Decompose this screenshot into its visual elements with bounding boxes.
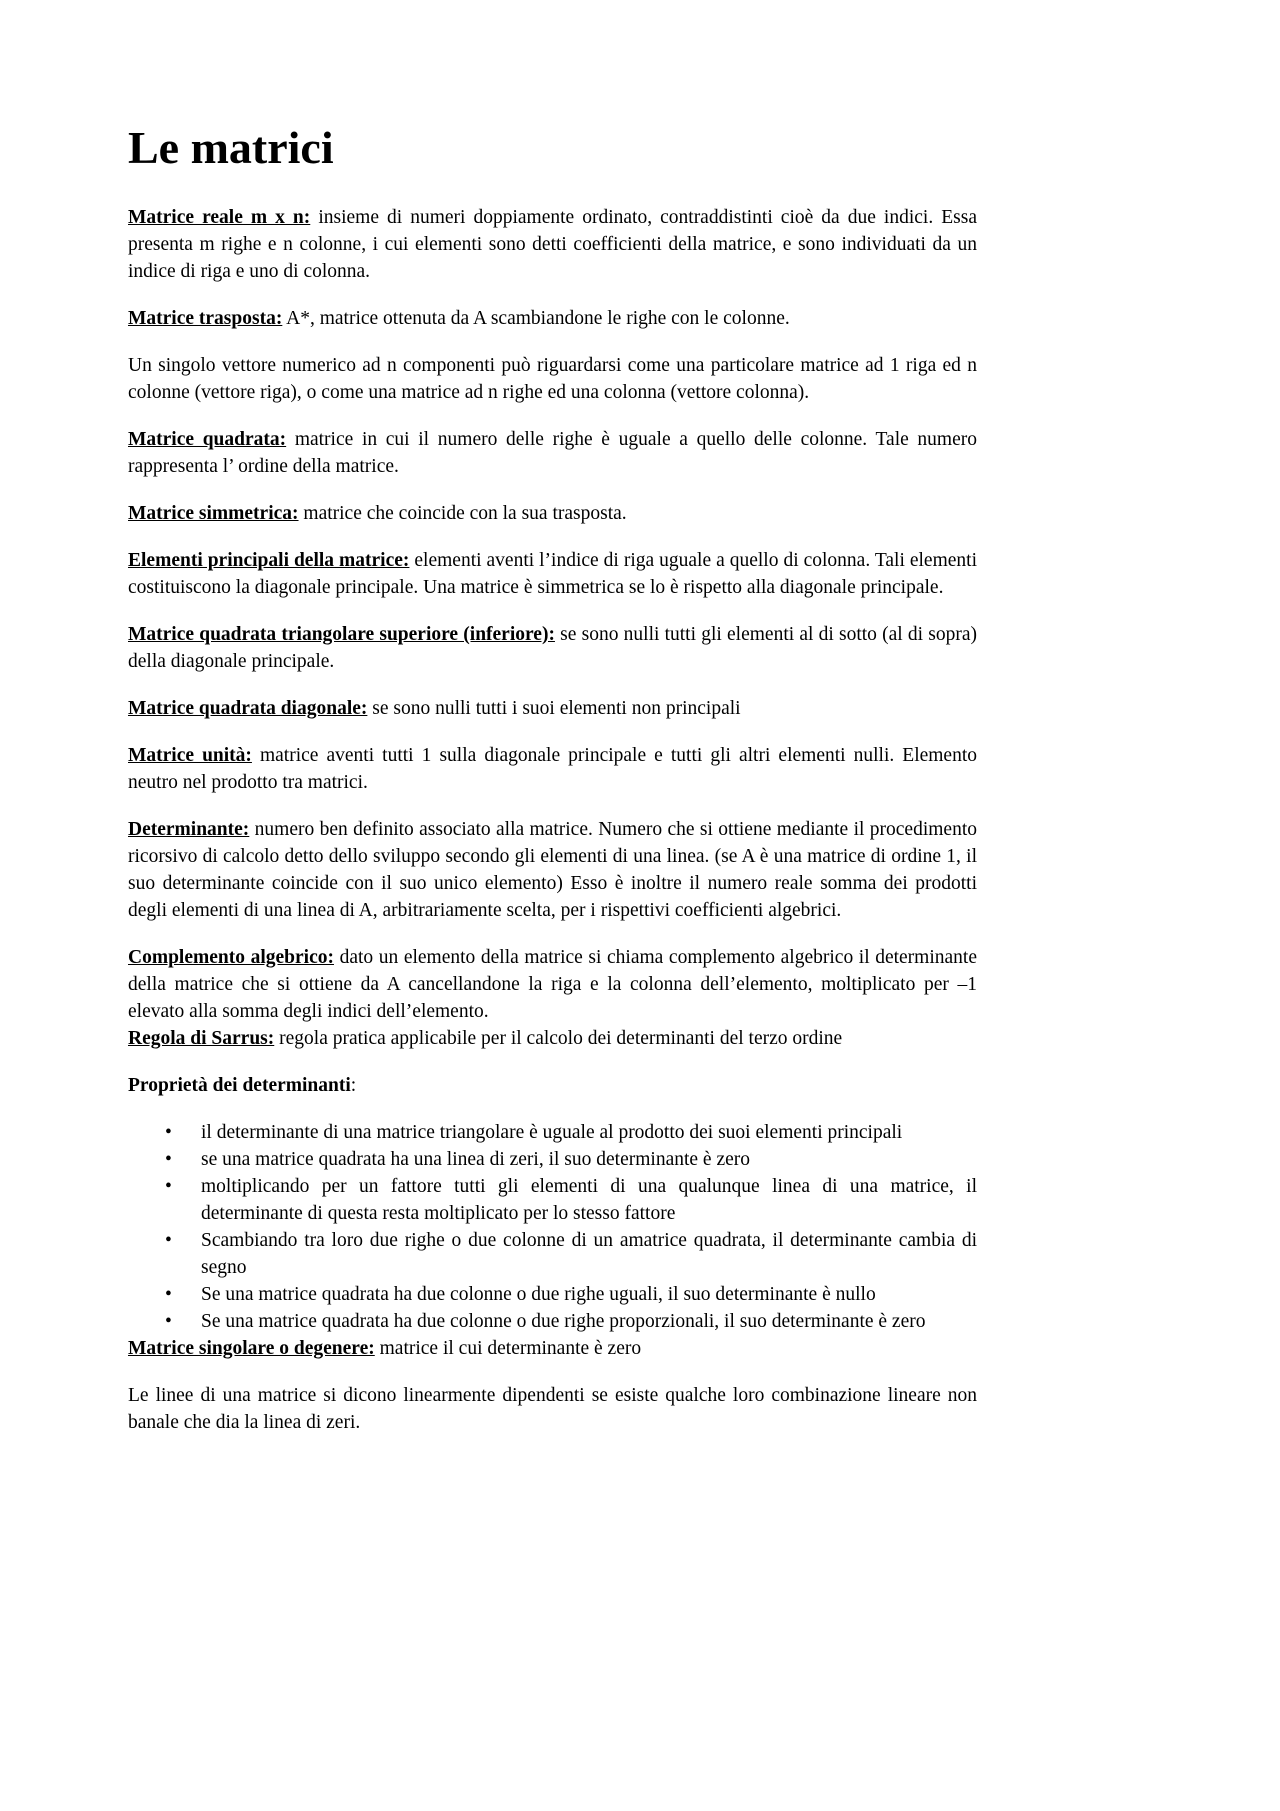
definition-term: Matrice quadrata diagonale: xyxy=(128,698,368,719)
list-item: • Se una matrice quadrata ha due colonne o due righe uguali, il suo determinante è nullo xyxy=(165,1281,977,1308)
definition-matrice-trasposta xyxy=(128,305,977,332)
definition-matrice-triangolare xyxy=(128,621,977,675)
definition-term: Matrice trasposta: xyxy=(128,308,283,329)
definition-term: Complemento algebrico: xyxy=(128,947,334,968)
definition-elementi-principali xyxy=(128,547,977,601)
definition-term: Matrice singolare o degenere: xyxy=(128,1338,375,1359)
list-item: • se una matrice quadrata ha una linea di zeri, il suo determinante è zero xyxy=(165,1146,977,1173)
definition-determinante xyxy=(128,816,977,924)
list-item: • moltiplicando per un fattore tutti gli elementi di una qualunque linea di una matrice, il determinante di questa resta moltiplicato per lo stesso fattore xyxy=(165,1173,977,1227)
paragraph-vettore-nota xyxy=(128,352,977,406)
definition-regola-di-sarrus xyxy=(128,1025,977,1052)
paragraph-linee-dipendenti xyxy=(128,1382,977,1436)
definition-matrice-quadrata xyxy=(128,426,977,480)
definition-matrice-diagonale xyxy=(128,695,977,722)
definition-matrice-singolare xyxy=(128,1335,977,1362)
definition-text: se sono nulli tutti gli elementi al di sotto (al di sopra) della diagonale principale. xyxy=(128,624,977,672)
definition-text: se sono nulli tutti i suoi elementi non principali xyxy=(372,698,741,719)
definition-term: Matrice unità: xyxy=(128,745,252,766)
definition-term: Determinante: xyxy=(128,819,250,840)
definition-text: dato un elemento della matrice si chiama complemento algebrico il determinante della matrice che si ottiene da A cancellandone la riga e la colonna dell’elemento, moltiplicato per –1 elevato alla somma degli indici dell’elemento. xyxy=(128,947,977,1022)
paragraph-text: Le linee di una matrice si dicono linearmente dipendenti se esiste qualche loro combinazione lineare non banale che dia la linea di zeri. xyxy=(128,1385,977,1433)
definition-text: matrice aventi tutti 1 sulla diagonale principale e tutti gli altri elementi nulli. Elemento neutro nel prodotto tra matrici. xyxy=(128,745,978,793)
definition-term: Matrice quadrata triangolare superiore (inferiore): xyxy=(128,624,555,645)
definition-complemento-algebrico xyxy=(128,944,977,1025)
definition-text: matrice in cui il numero delle righe è uguale a quello delle colonne. Tale numero rappresenta l’ ordine della matrice. xyxy=(128,429,977,477)
definition-term: Matrice quadrata: xyxy=(128,429,287,450)
section-heading-proprieta xyxy=(128,1072,977,1099)
definition-matrice-reale xyxy=(128,204,977,285)
definition-text: regola pratica applicabile per il calcolo dei determinanti del terzo ordine xyxy=(279,1028,843,1049)
definition-text: matrice che coincide con la sua trasposta. xyxy=(303,503,627,524)
definition-text: elementi aventi l’indice di riga uguale a quello di colonna. Tali elementi costituiscono la diagonale principale. Una matrice è simmetrica se lo è rispetto alla diagonale principale. xyxy=(128,550,977,598)
definition-matrice-unita xyxy=(128,742,977,796)
definition-text: matrice il cui determinante è zero xyxy=(379,1338,642,1359)
section-heading-colon: : xyxy=(350,1075,357,1096)
list-item: • Se una matrice quadrata ha due colonne o due righe proporzionali, il suo determinante è zero xyxy=(165,1308,977,1335)
definition-term: Regola di Sarrus: xyxy=(128,1028,275,1049)
paragraph-text: Un singolo vettore numerico ad n componenti può riguardarsi come una particolare matrice ad 1 riga ed n colonne (vettore riga), o come una matrice ad n righe ed una colonna (vettore colonna). xyxy=(128,355,977,403)
definition-matrice-simmetrica xyxy=(128,500,977,527)
list-item: • il determinante di una matrice triangolare è uguale al prodotto dei suoi elementi principali xyxy=(165,1119,977,1146)
definition-term: Matrice reale m x n: xyxy=(128,207,311,228)
list-item: • Scambiando tra loro due righe o due colonne di un amatrice quadrata, il determinante cambia di segno xyxy=(165,1227,977,1281)
definition-term: Elementi principali della matrice: xyxy=(128,550,410,571)
definition-term: Matrice simmetrica: xyxy=(128,503,299,524)
section-heading-text: Proprietà dei determinanti xyxy=(128,1075,351,1096)
page-title: Le matrici xyxy=(128,122,334,173)
definition-text: A*, matrice ottenuta da A scambiandone le righe con le colonne. xyxy=(286,308,790,329)
definition-text: numero ben definito associato alla matrice. Numero che si ottiene mediante il procedimento ricorsivo di calcolo detto dello sviluppo secondo gli elementi di una linea. (se A è una matrice di ordine 1, il suo determinante coincide con il suo unico elemento) Esso è inoltre il numero reale somma dei prodotti degli elementi di una linea di A, arbitrariamente scelta, per i rispettivi coefficienti algebrici. xyxy=(128,819,977,921)
definition-text: insieme di numeri doppiamente ordinato, contraddistinti cioè da due indici. Essa presenta m righe e n colonne, i cui elementi sono detti coefficienti della matrice, e sono individuati da un indice di riga e uno di colonna. xyxy=(128,207,977,282)
determinant-properties-list xyxy=(165,1119,977,1335)
